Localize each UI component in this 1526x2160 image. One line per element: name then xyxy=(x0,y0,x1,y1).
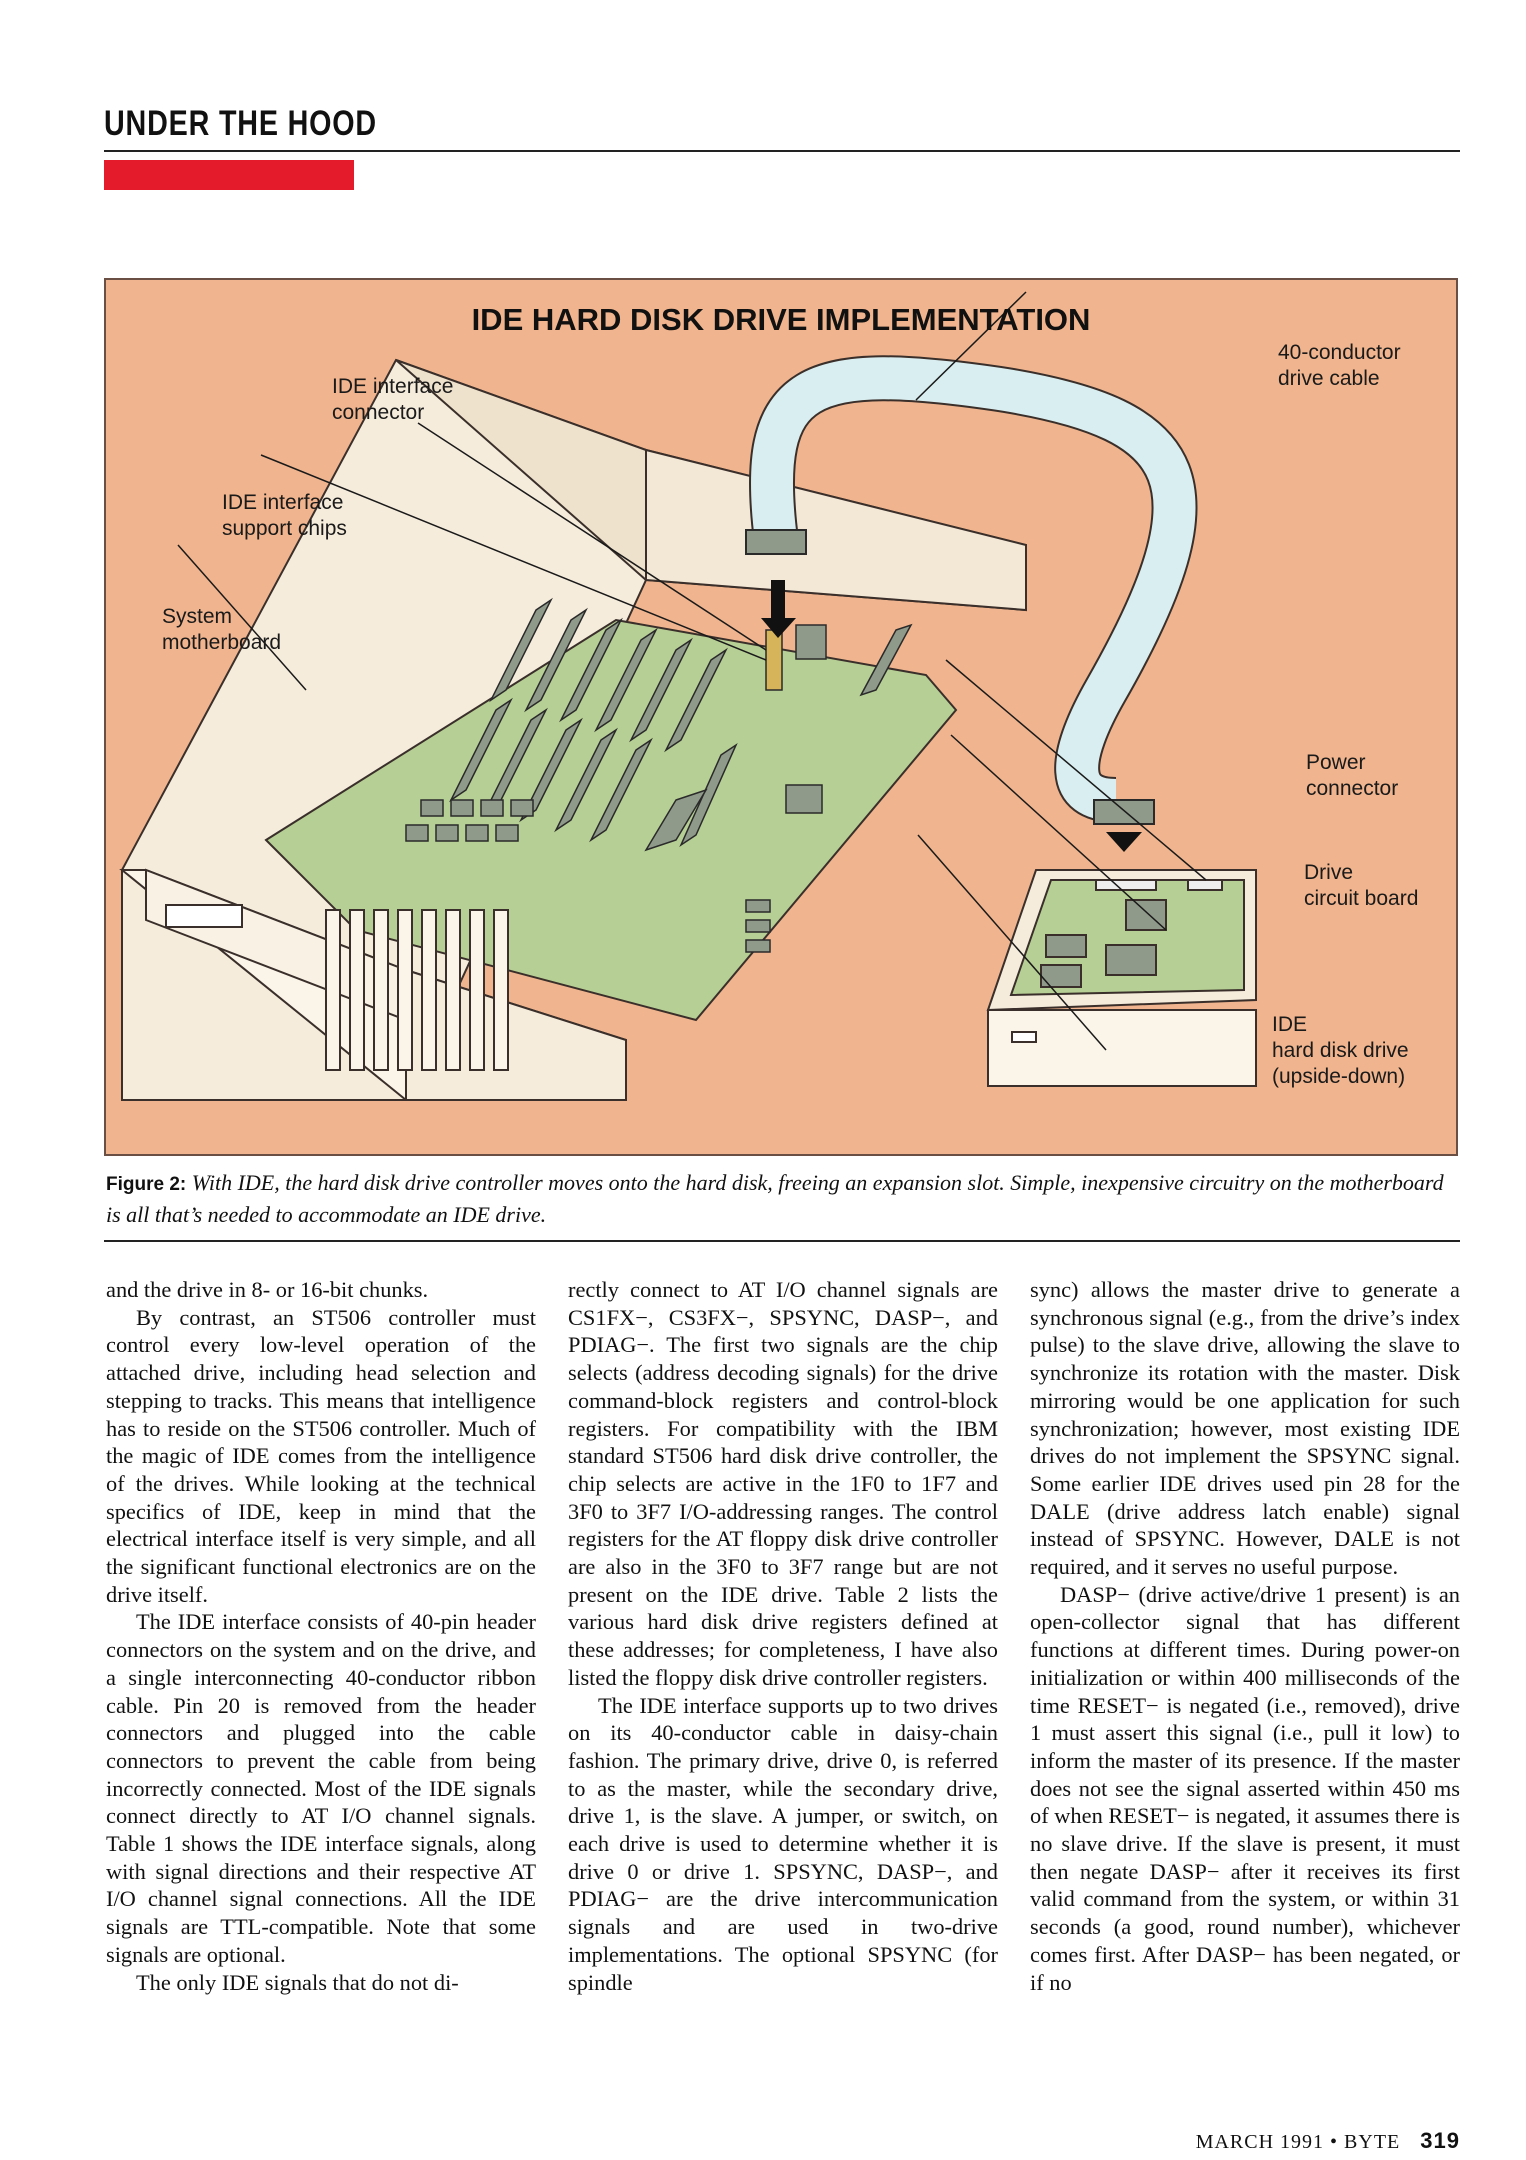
chip-square xyxy=(786,785,822,813)
section-header: UNDER THE HOOD xyxy=(104,104,377,143)
header-red-bar xyxy=(104,160,354,190)
paragraph: DASP− (drive active/drive 1 present) is an open-collector signal that has different functions at different times. During power-on initialization or within 400 milliseconds of the time RESET− is negated (i.e., removed), drive 1 must assert this signal (i.e., pull it low) to inform the master of its presence. If the master does not see the signal asserted within 450 ms of when RESET− is negated, it assumes there is no slave drive. If the slave is present, it must then negate DASP− after it receives its first valid command from the system, or within 31 seconds (a good, round number), whichever comes first. After DASP− has been negated, or if no xyxy=(1030,1581,1460,1995)
label-ide-hard-disk: IDE hard disk drive (upside-down) xyxy=(1272,1013,1409,1088)
figure-title: IDE HARD DISK DRIVE IMPLEMENTATION xyxy=(471,302,1091,337)
paragraph: and the drive in 8- or 16-bit chunks. xyxy=(106,1277,429,1302)
header-rule xyxy=(104,150,1460,152)
label-power-connector: Power connector xyxy=(1306,751,1399,800)
label-drive-cable: 40-conductor drive cable xyxy=(1278,341,1401,390)
page-footer xyxy=(1196,2128,1460,2154)
cable-connector-top xyxy=(746,530,806,554)
figure-ide-implementation xyxy=(104,278,1458,1156)
paragraph: By contrast, an ST506 controller must control every low-level operation of the attached drive, including head selection and stepping to tracks. This means that intelligence has to reside on the ST506 controller. Much of the magic of IDE comes from the intelligence of the drives. While looking at the technical specifics of IDE, keep in mind that the electrical interface itself is very simple, and all the significant functional electronics are on the drive itself. xyxy=(106,1304,536,1607)
cable-connector-bottom xyxy=(1094,800,1154,824)
paragraph: sync) allows the master drive to generate a synchronous signal (e.g., from the drive’s index pulse) to the slave drive, allowing the slave to synchronize its rotation with the master. Disk mirroring would be one application for such synchronization; however, most existing IDE drives do not implement the SPSYNC signal. Some earlier IDE drives used pin 28 for the DALE (drive address latch enable) signal instead of SPSYNC. However, DALE is not required, and it serves no useful purpose. xyxy=(1030,1277,1460,1580)
caption-text: With IDE, the hard disk drive controller moves onto the hard disk, freeing an expansion slot. Simple, inexpensive circuitry on the motherboard is all that’s needed to accommodate an IDE drive. xyxy=(106,1170,1444,1227)
label-ide-support-chips: IDE interface support chips xyxy=(222,491,347,540)
ide-interface-connector xyxy=(766,630,782,690)
drive-power-connector xyxy=(1188,880,1222,890)
ide-hard-disk-drive xyxy=(988,870,1256,1086)
text-column-1 xyxy=(106,1276,536,1996)
insert-arrow xyxy=(771,580,785,620)
paragraph: The IDE interface supports up to two drives on its 40-conductor cable in daisy-chain fashion. The primary drive, drive 0, is referred to as the master, while the secondary drive, drive 1, is the slave. A jumper, or switch, on each drive is used to determine whether it is drive 0 or drive 1. SPSYNC, DASP−, and PDIAG− are the drive intercommunication signals and are used in two-drive implementations. The optional SPSYNC (for spindle xyxy=(568,1692,998,1995)
figure-illustration xyxy=(106,280,1456,1154)
text-column-3 xyxy=(1030,1276,1460,1996)
label-drive-circuit-board: Drive circuit board xyxy=(1304,861,1419,910)
paragraph: The only IDE signals that do not di- xyxy=(136,1969,459,1995)
caption-rule xyxy=(104,1240,1460,1242)
label-ide-interface-connector: IDE interface connector xyxy=(332,375,454,424)
text-column-2 xyxy=(568,1276,998,1996)
paragraph: rectly connect to AT I/O channel signals are CS1FX−, CS3FX−, SPSYNC, DASP−, and PDIAG−. The first two signals are the chip selects (address decoding signals) for the drive command-block registers and control-block registers. For compatibility with the IBM standard ST506 hard disk drive controller, the chip selects are active in the 1F0 to 1F7 and 3F0 to 3F7 I/O-addressing ranges. The control registers for the AT floppy disk drive controller are also in the 3F0 to 3F7 range but are not present on the IDE drive. Table 2 lists the various hard disk drive registers defined at these addresses; for completeness, I have also listed the floppy disk drive controller registers. xyxy=(568,1277,998,1690)
paragraph: The IDE interface consists of 40-pin header connectors on the system and on the drive, and a single interconnecting 40-conductor ribbon cable. Pin 20 is removed from the header connectors and plugged into the cable connectors to prevent the cable from being incorrectly connected. Most of the IDE signals connect directly to AT I/O channel signals. Table 1 shows the IDE interface signals, along with signal directions and their respective AT I/O channel signal connections. All the IDE signals are TTL-compatible. Note that some signals are optional. xyxy=(106,1609,536,1967)
page-number: 319 xyxy=(1420,2128,1460,2153)
footer-issue: MARCH 1991 • BYTE xyxy=(1195,2131,1401,2153)
drive-header xyxy=(1096,880,1156,890)
figure-caption xyxy=(106,1168,1446,1230)
caption-label: Figure 2: xyxy=(106,1174,187,1195)
label-system-motherboard: System motherboard xyxy=(162,605,282,654)
